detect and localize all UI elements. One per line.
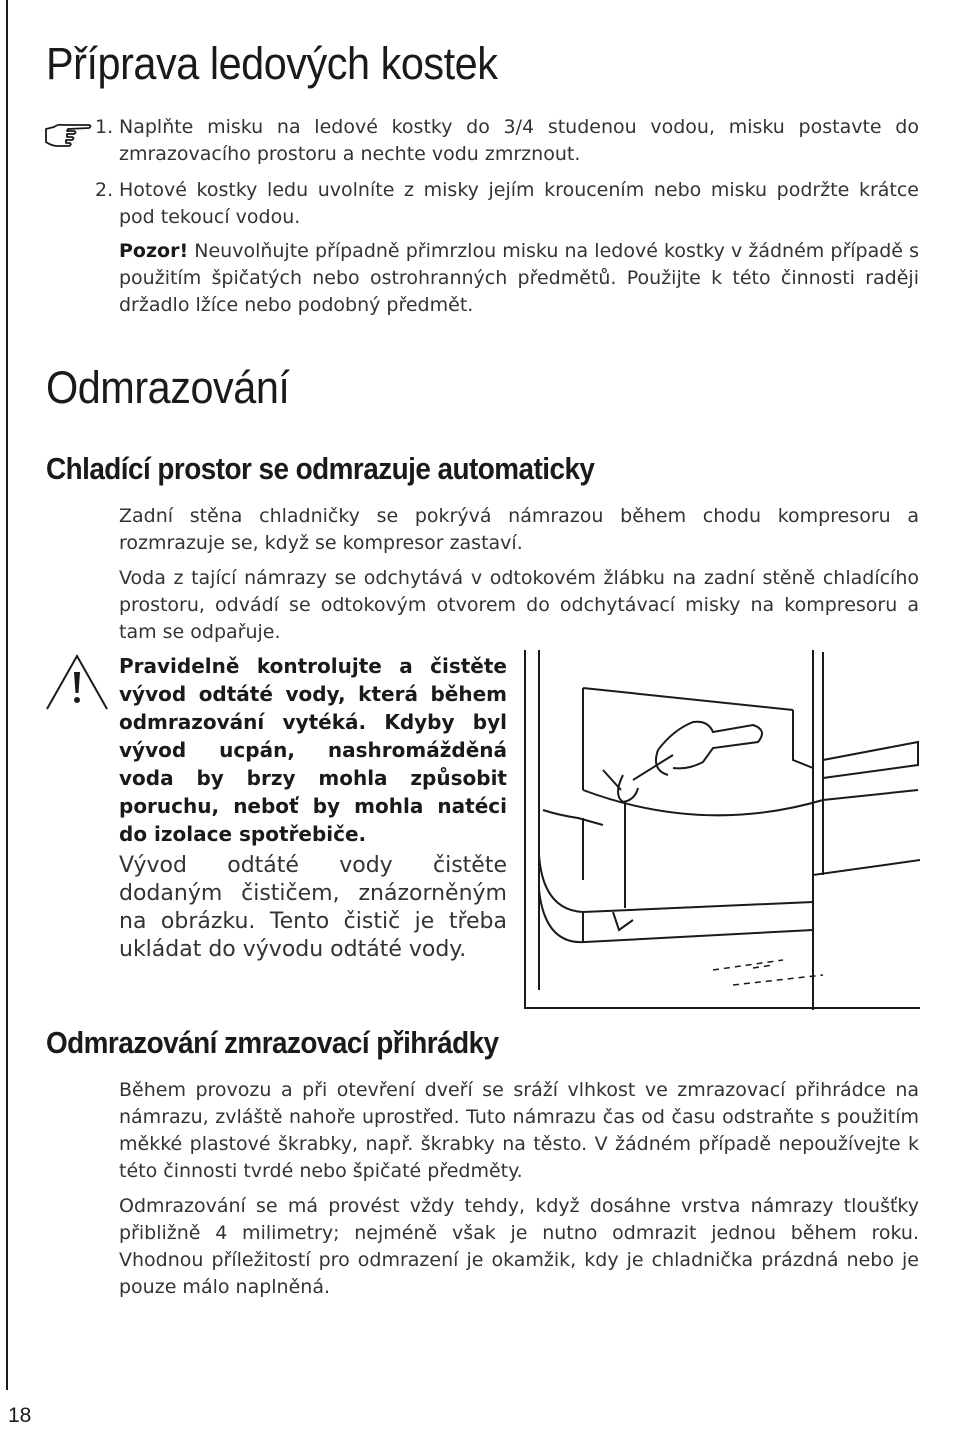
caution-label: Pozor! — [119, 240, 189, 262]
fridge-paragraph-2: Voda z tající námrazy se odchytává v odtokovém žlábku na zadní stěně chladícího prostoru, odvádí se odtokovým otvorem do odchytávací misky na kompresoru a tam se odpařuje. — [119, 567, 919, 643]
ice-step-1 — [95, 114, 919, 168]
caution-paragraph — [119, 238, 919, 319]
margin-rule — [6, 0, 8, 1390]
step-number: 2. — [95, 179, 114, 201]
step-number: 1. — [95, 116, 114, 138]
heading-ice-cubes: Příprava ledových kostek — [46, 38, 498, 89]
freezer-paragraph-2: Odmrazování se má provést vždy tehdy, když dosáhne vrstva námrazy tloušťky přibližně 4 milimetry; nejméně však je nutno odmrazit jednou během roku. Vhodnou příležitostí pro odmrazení je okamžik, kdy je chladnička prázdná nebo je pouze málo naplněná. — [119, 1195, 919, 1298]
page-number: 18 — [8, 1404, 32, 1427]
exclamation-triangle-icon — [44, 652, 110, 712]
heading-fridge-auto-defrost: Chladící prostor se odmrazuje automaticky — [46, 451, 595, 486]
drain-warning: Pravidelně kontrolujte a čistěte vývod odtáté vody, která během odmrazování vytéká. Kdyby byl vývod ucpán, nashromážděná voda by brzy mohla způsobit poruchu, neboť by mohla natéci do izolace spotřebiče. — [119, 654, 507, 846]
pointing-hand-icon — [44, 118, 94, 150]
heading-freezer-defrost: Odmrazování zmrazovací přihrádky — [46, 1025, 499, 1060]
heading-defrosting: Odmrazování — [46, 362, 290, 413]
drain-cleaner-illustration — [523, 650, 920, 1010]
fridge-paragraph-1: Zadní stěna chladničky se pokrývá námrazou během chodu kompresoru a rozmrazuje se, když se kompresor zastaví. — [119, 505, 919, 554]
ice-step-2 — [95, 177, 919, 231]
step-text: Naplňte misku na ledové kostky do 3/4 studenou vodou, misku postavte do zmrazovacího prostoru a nechte vodu zmrznout. — [119, 116, 919, 165]
caution-text: Neuvolňujte případně přimrzlou misku na ledové kostky v žádném případě s použitím špičatých nebo ostrohranných předmětů. Použijte k této činnosti raději držadlo lžíce nebo podobný předmět. — [119, 240, 919, 316]
freezer-paragraph-1: Během provozu a při otevření dveří se sráží vlhkost ve zmrazovací přihrádce na námrazu, zvláště nahoře uprostřed. Tuto námrazu čas od času odstraňte s použitím měkké plastové škrabky, např. škrabky na těsto. V žádném případě nepoužívejte k této činnosti tvrdé nebo špičaté předměty. — [119, 1079, 919, 1182]
step-text: Hotové kostky ledu uvolníte z misky jejím kroucením nebo misku podržte krátce pod tekoucí vodou. — [119, 179, 919, 228]
drain-cleaning-instructions: Vývod odtáté vody čistěte dodaným čističem, znázorněným na obrázku. Tento čistič je třeba ukládat do vývodu odtáté vody. — [119, 853, 507, 962]
